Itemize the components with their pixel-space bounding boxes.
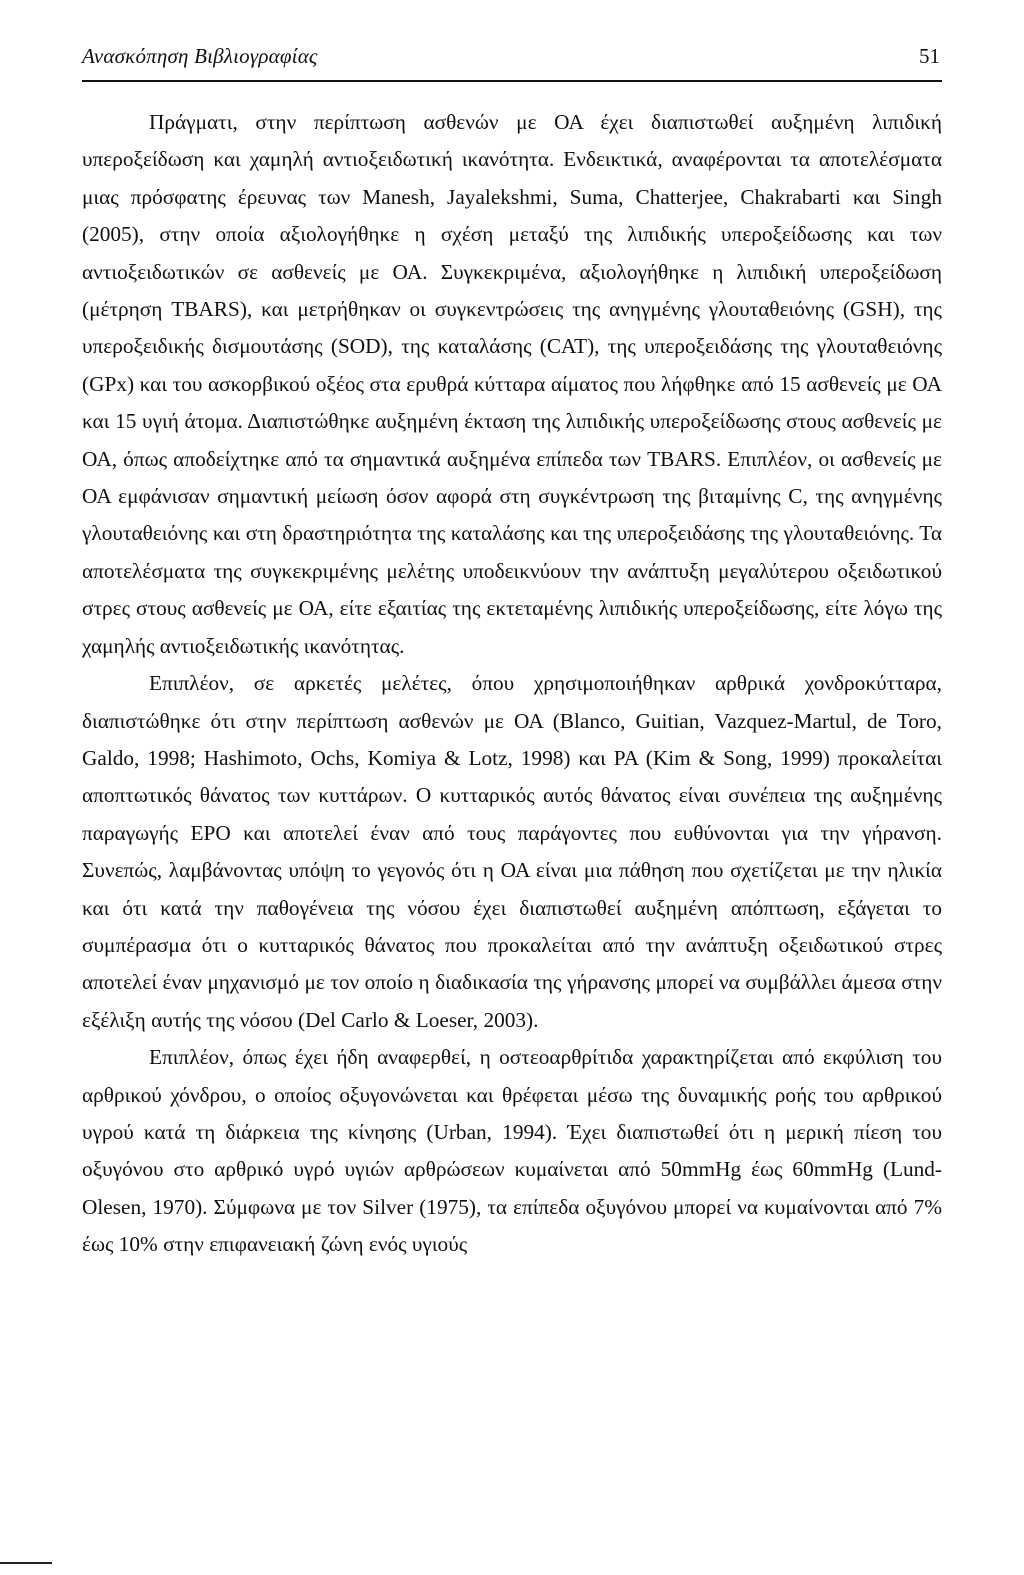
page-header	[82, 38, 942, 78]
paragraph: Επιπλέον, όπως έχει ήδη αναφερθεί, η οστεοαρθρίτιδα χαρακτηρίζεται από εκφύλιση του αρθρικού χόνδρου, ο οποίος οξυγονώνεται και θρέφεται μέσω της δυναμικής ροής του αρθρικού υγρού κατά τη διάρκεια της κίνησης (Urban, 1994). Έχει διαπιστωθεί ότι η μερική πίεση του οξυγόνου στο αρθρικό υγρό υγιών αρθρώσεων κυμαίνεται από 50mmHg έως 60mmHg (Lund-Olesen, 1970). Σύμφωνα με τον Silver (1975), τα επίπεδα οξυγόνου μπορεί να κυμαίνονται από 7% έως 10% στην επιφανειακή ζώνη ενός υγιούς	[82, 1045, 942, 1257]
header-rule	[82, 80, 942, 82]
body-text	[82, 104, 942, 1264]
page-number: 51	[919, 44, 940, 68]
paragraph: Πράγματι, στην περίπτωση ασθενών με ΟΑ έχει διαπιστωθεί αυξημένη λιπιδική υπεροξείδωση και χαμηλή αντιοξειδωτική ικανότητα. Ενδεικτικά, αναφέρονται τα αποτελέσματα μιας πρόσφατης έρευνας των Manesh, Jayalekshmi, Suma, Chatterjee, Chakrabarti και Singh (2005), στην οποία αξιολογήθηκε η σχέση μεταξύ της λιπιδικής υπεροξείδωσης και των αντιοξειδωτικών σε ασθενείς με ΟΑ. Συγκεκριμένα, αξιολογήθηκε η λιπιδική υπεροξείδωση (μέτρηση TBARS), και μετρήθηκαν οι συγκεντρώσεις της ανηγμένης γλουταθειόνης (GSH), της υπεροξειδικής δισμουτάσης (SOD), της καταλάσης (CAT), της υπεροξειδάσης της γλουταθειόνης (GPx) και του ασκορβικού οξέος στα ερυθρά κύτταρα αίματος που λήφθηκε από 15 ασθενείς με ΟΑ και 15 υγιή άτομα. Διαπιστώθηκε αυξημένη έκταση της λιπιδικής υπεροξείδωσης στους ασθενείς με ΟΑ, όπως αποδείχτηκε από τα σημαντικά αυξημένα επίπεδα των TBARS. Επιπλέον, οι ασθενείς με ΟΑ εμφάνισαν σημαντική μείωση όσον αφορά στη συγκέντρωση της βιταμίνης C, της ανηγμένης γλουταθειόνης και στη δραστηριότητα της καταλάσης και της υπεροξειδάσης της γλουταθειόνης. Τα αποτελέσματα της συγκεκριμένης μελέτης υποδεικνύουν την ανάπτυξη μεγαλύτερου οξειδωτικού στρες στους ασθενείς με ΟΑ, είτε εξαιτίας της εκτεταμένης λιπιδικής υπεροξείδωσης, είτε λόγω της χαμηλής αντιοξειδωτικής ικανότητας.	[82, 110, 942, 658]
paragraph: Επιπλέον, σε αρκετές μελέτες, όπου χρησιμοποιήθηκαν αρθρικά χονδροκύτταρα, διαπιστώθηκε ότι στην περίπτωση ασθενών με ΟΑ (Blanco, Guitian, Vazquez-Martul, de Toro, Galdo, 1998; Hashimoto, Ochs, Komiya & Lotz, 1998) και ΡΑ (Kim & Song, 1999) προκαλείται αποπτωτικός θάνατος των κυττάρων. Ο κυτταρικός αυτός θάνατος είναι συνέπεια της αυξημένης παραγωγής EPO και αποτελεί έναν από τους παράγοντες που ευθύνονται για την γήρανση. Συνεπώς, λαμβάνοντας υπόψη το γεγονός ότι η ΟΑ είναι μια πάθηση που σχετίζεται με την ηλικία και ότι κατά την παθογένεια της νόσου έχει διαπιστωθεί αυξημένη απόπτωση, εξάγεται το συμπέρασμα ότι ο κυτταρικός θάνατος που προκαλείται από την ανάπτυξη οξειδωτικού στρες αποτελεί έναν μηχανισμό με τον οποίο η διαδικασία της γήρανσης μπορεί να συμβάλλει άμεσα στην εξέλιξη αυτής της νόσου (Del Carlo & Loeser, 2003).	[82, 671, 942, 1032]
footnote-rule	[0, 1562, 52, 1564]
running-title: Ανασκόπηση Βιβλιογραφίας	[82, 44, 318, 68]
